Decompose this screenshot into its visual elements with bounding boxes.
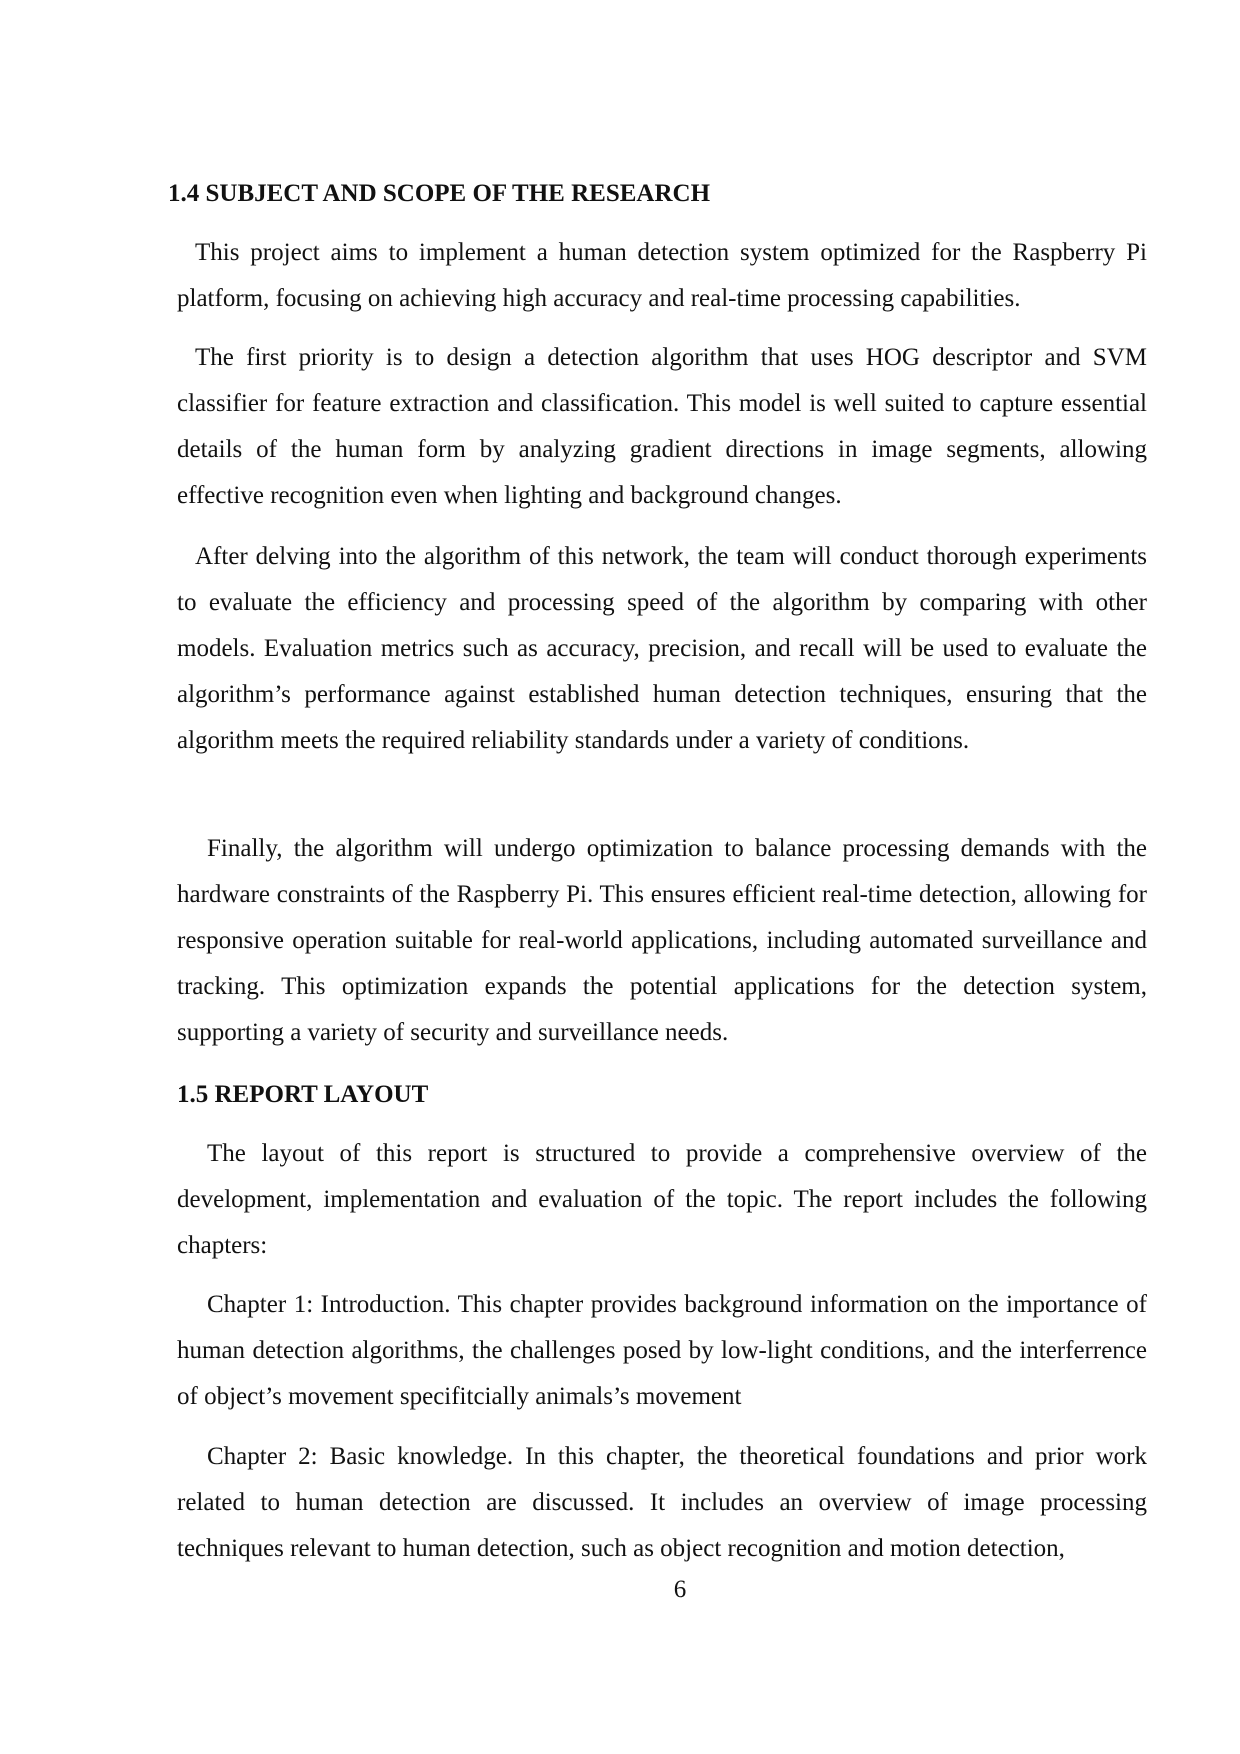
paragraph-chapter-1: Chapter 1: Introduction. This chapter provides background information on the importance of human detection algorithms, the challenges posed by low-light conditions, and the interferrence of object’s movement specifitcially animals’s movement bbox=[177, 1291, 1147, 1410]
paragraph-chapter-2: Chapter 2: Basic knowledge. In this chapter, the theoretical foundations and prior work related to human detection are discussed. It includes an overview of image processing techniques relevant to human detection, such as object recognition and motion detection, bbox=[177, 1443, 1147, 1562]
paragraph-evaluation: After delving into the algorithm of this network, the team will conduct thorough experiments to evaluate the efficiency and processing speed of the algorithm by comparing with other models. Evaluation metrics such as accuracy, precision, and recall will be used to evaluate the algorithm’s performance against established human detection techniques, ensuring that the algorithm meets the required reliability standards under a variety of conditions. bbox=[177, 543, 1147, 754]
paragraph-scope-intro: This project aims to implement a human detection system optimized for the Raspberry Pi platform, focusing on achieving high accuracy and real-time processing capabilities. bbox=[177, 239, 1147, 312]
paragraph-optimization: Finally, the algorithm will undergo optimization to balance processing demands with the hardware constraints of the Raspberry Pi. This ensures efficient real-time detection, allowing for responsive operation suitable for real-world applications, including automated surveillance and tracking. This optimization expands the potential applications for the detection system, supporting a variety of security and surveillance needs. bbox=[177, 835, 1147, 1046]
section-heading-1-4: 1.4 SUBJECT AND SCOPE OF THE RESEARCH bbox=[168, 180, 711, 207]
paragraph-detection-algorithm: The first priority is to design a detection algorithm that uses HOG descriptor and SVM classifier for feature extraction and classification. This model is well suited to capture essential details of the human form by analyzing gradient directions in image segments, allowing effective recognition even when lighting and background changes. bbox=[177, 344, 1147, 509]
page-number: 6 bbox=[673, 1576, 687, 1603]
paragraph-layout-overview: The layout of this report is structured to provide a comprehensive overview of the development, implementation and evaluation of the topic. The report includes the following chapters: bbox=[177, 1140, 1147, 1259]
section-heading-1-5: 1.5 REPORT LAYOUT bbox=[177, 1081, 429, 1108]
